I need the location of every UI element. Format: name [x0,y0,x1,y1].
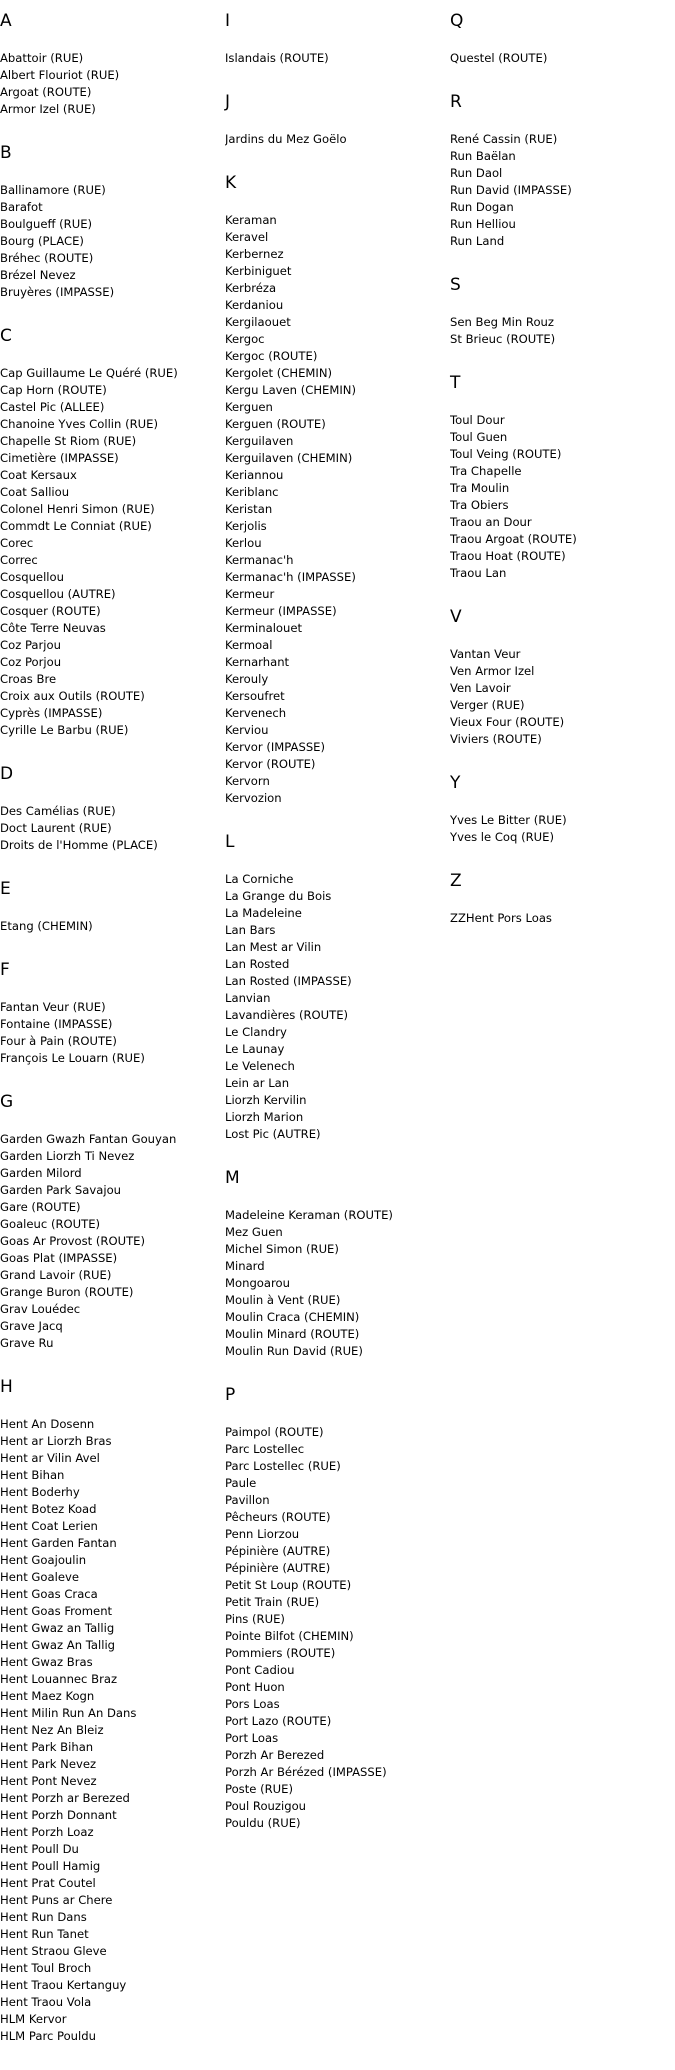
letter-heading: Q [450,11,464,31]
street-item: Croas Bre [0,672,57,686]
street-list [450,910,672,927]
street-item: Porzh Ar Bérézed (IMPASSE) [225,1765,387,1779]
street-item: Hent Goas Froment [0,1604,113,1618]
street-item: Kerbernez [225,247,284,261]
street-item: Lan Bars [225,923,276,937]
letter-heading: H [0,1377,13,1397]
street-item: Pointe Bilfot (CHEMIN) [225,1629,354,1643]
street-item: Cosquellou [0,570,64,584]
letter-group-c [0,326,222,739]
letter-heading: A [0,11,12,31]
street-list [450,646,672,748]
street-item: Kerguen (ROUTE) [225,417,326,431]
street-item: Pont Cadiou [225,1663,295,1677]
street-item: Bréhec (ROUTE) [0,251,94,265]
street-item: Hent Run Tanet [0,1927,89,1941]
street-item: La Madeleine [225,906,302,920]
street-item: Hent Toul Broch [0,1961,92,1975]
street-item: Hent Traou Kertanguy [0,1978,127,1992]
street-item: Hent Garden Fantan [0,1536,117,1550]
street-item: Pommiers (ROUTE) [225,1646,336,1660]
street-item: Cyprès (IMPASSE) [0,706,103,720]
street-item: Kermanac'h [225,553,294,567]
street-item: Hent Coat Lerien [0,1519,98,1533]
street-item: Hent Porzh ar Berezed [0,1791,130,1805]
street-item: Colonel Henri Simon (RUE) [0,502,155,516]
street-item: Vantan Veur [450,647,521,661]
street-list [450,50,672,67]
street-item: Parc Lostellec [225,1442,305,1456]
street-item: Parc Lostellec (RUE) [225,1459,341,1473]
street-item: Kergilaouet [225,315,291,329]
street-list [450,812,672,846]
street-item: François Le Louarn (RUE) [0,1051,145,1065]
street-item: Hent Gwaz an Tallig [0,1621,115,1635]
letter-heading: J [225,92,231,112]
street-item: Verger (RUE) [450,698,525,712]
letter-heading: B [0,143,12,163]
street-item: Mongoarou [225,1276,290,1290]
street-item: Lan Rosted [225,957,290,971]
street-item: Kergolet (CHEMIN) [225,366,333,380]
street-item: Bourg (PLACE) [0,234,84,248]
street-item: Hent Milin Run An Dans [0,1706,137,1720]
street-item: Keraman [225,213,277,227]
index-column [0,0,222,2070]
letter-group-l [225,832,447,1143]
street-item: St Brieuc (ROUTE) [450,332,556,346]
street-item: Keriannou [225,468,284,482]
street-item: HLM Kervor [0,2012,67,2026]
street-item: Hent Traou Vola [0,1995,92,2009]
street-item: Hent Pont Nevez [0,1774,97,1788]
street-item: Grave Ru [0,1336,54,1350]
letter-heading: D [0,764,14,784]
letter-group-b [0,143,222,301]
street-item: Kergu Laven (CHEMIN) [225,383,356,397]
street-item: Kerguilaven (CHEMIN) [225,451,353,465]
street-item: Pêcheurs (ROUTE) [225,1510,331,1524]
index-column [450,0,672,952]
street-item: Hent Goaleve [0,1570,79,1584]
street-item: Lein ar Lan [225,1076,290,1090]
letter-heading: Z [450,871,462,891]
street-item: Coz Parjou [0,638,61,652]
street-item: Garden Gwazh Fantan Gouyan [0,1132,177,1146]
street-item: Liorzh Marion [225,1110,304,1124]
street-item: Traou Lan [450,566,507,580]
street-item: Four à Pain (ROUTE) [0,1034,117,1048]
letter-heading: M [225,1168,240,1188]
letter-heading: P [225,1385,236,1405]
letter-heading: F [0,960,10,980]
street-item: Abattoir (RUE) [0,51,84,65]
street-item: Hent Run Dans [0,1910,87,1924]
street-item: Traou an Dour [450,515,532,529]
letter-group-d [0,764,222,854]
street-list [0,999,222,1067]
letter-heading: G [0,1092,14,1112]
street-item: Hent Bihan [0,1468,65,1482]
letter-group-g [0,1092,222,1352]
street-item: Kermeur [225,587,275,601]
street-item: Grave Jacq [0,1319,63,1333]
street-item: Hent An Dosenn [0,1417,95,1431]
letter-group-m [225,1168,447,1360]
street-item: Gare (ROUTE) [0,1200,81,1214]
street-item: Hent Park Bihan [0,1740,94,1754]
letter-group-j [225,92,447,148]
street-item: Pavillon [225,1493,270,1507]
street-item: Chanoine Yves Collin (RUE) [0,417,158,431]
street-item: Droits de l'Homme (PLACE) [0,838,158,852]
street-item: Le Velenech [225,1059,295,1073]
street-item: Poul Rouzigou [225,1799,307,1813]
street-item: Toul Guen [450,430,508,444]
street-item: Kersoufret [225,689,285,703]
letter-heading: Y [450,773,461,793]
street-item: Kergoc (ROUTE) [225,349,318,363]
street-item: Kervorn [225,774,270,788]
street-list [450,131,672,250]
street-item: Lavandières (ROUTE) [225,1008,349,1022]
street-item: Commdt Le Conniat (RUE) [0,519,152,533]
street-item: Argoat (ROUTE) [0,85,92,99]
street-item: Ven Lavoir [450,681,511,695]
street-item: Hent Porzh Donnant [0,1808,117,1822]
street-item: Hent Gwaz An Tallig [0,1638,116,1652]
street-item: Kerouly [225,672,269,686]
street-item: Garden Park Savajou [0,1183,122,1197]
street-item: Goas Ar Provost (ROUTE) [0,1234,146,1248]
street-list [225,871,447,1143]
street-item: Michel Simon (RUE) [225,1242,339,1256]
street-item: Tra Chapelle [450,464,522,478]
street-item: Kerbréza [225,281,277,295]
street-item: Toul Dour [450,413,505,427]
street-item: Hent Nez An Bleiz [0,1723,104,1737]
street-item: Croix aux Outils (ROUTE) [0,689,145,703]
letter-group-i [225,11,447,67]
street-item: Kermeur (IMPASSE) [225,604,337,618]
street-list [0,1416,222,2045]
street-item: Hent Boderhy [0,1485,80,1499]
street-item: Run David (IMPASSE) [450,183,572,197]
street-item: Hent ar Liorzh Bras [0,1434,112,1448]
street-list [450,412,672,582]
street-item: Kerbiniguet [225,264,292,278]
street-item: Port Loas [225,1731,279,1745]
street-item: Run Helliou [450,217,516,231]
street-item: Cap Horn (ROUTE) [0,383,107,397]
street-item: Port Lazo (ROUTE) [225,1714,332,1728]
street-item: Jardins du Mez Goëlo [225,132,347,146]
street-item: Run Daol [450,166,503,180]
street-item: Madeleine Keraman (ROUTE) [225,1208,393,1222]
street-item: Tra Moulin [450,481,510,495]
street-item: Coz Porjou [0,655,62,669]
street-item: Run Dogan [450,200,514,214]
letter-group-s [450,275,672,348]
street-item: Run Baëlan [450,149,516,163]
letter-group-k [225,173,447,807]
street-item: Grand Lavoir (RUE) [0,1268,112,1282]
street-item: Kervor (IMPASSE) [225,740,326,754]
street-item: Keriblanc [225,485,279,499]
street-item: Minard [225,1259,265,1273]
street-item: Albert Flouriot (RUE) [0,68,120,82]
letter-heading: S [450,275,461,295]
street-item: Bruyères (IMPASSE) [0,285,115,299]
street-item: ZZHent Pors Loas [450,911,552,925]
street-item: Hent Louannec Braz [0,1672,118,1686]
street-item: Liorzh Kervilin [225,1093,307,1107]
street-list [225,1207,447,1360]
street-item: Hent Poull Hamig [0,1859,101,1873]
street-item: Fantan Veur (RUE) [0,1000,106,1014]
street-item: Doct Laurent (RUE) [0,821,112,835]
street-item: Petit Train (RUE) [225,1595,320,1609]
street-item: Coat Kersaux [0,468,77,482]
street-item: Kermanac'h (IMPASSE) [225,570,356,584]
street-item: Etang (CHEMIN) [0,919,93,933]
street-item: HLM Parc Pouldu [0,2029,96,2043]
letter-group-z [450,871,672,927]
street-item: Lan Mest ar Vilin [225,940,322,954]
street-list [0,365,222,739]
street-item: Yves le Coq (RUE) [450,830,554,844]
letter-heading: I [225,11,231,31]
street-item: Grav Louédec [0,1302,81,1316]
street-item: Keristan [225,502,273,516]
street-item: Pors Loas [225,1697,280,1711]
street-item: Petit St Loup (ROUTE) [225,1578,352,1592]
letter-group-v [450,607,672,748]
street-item: Keravel [225,230,269,244]
street-item: Run Land [450,234,505,248]
street-item: Kervor (ROUTE) [225,757,316,771]
letter-heading: L [225,832,235,852]
street-item: Grange Buron (ROUTE) [0,1285,134,1299]
letter-heading: R [450,92,462,112]
letter-group-r [450,92,672,250]
letter-heading: V [450,607,462,627]
street-item: Hent Maez Kogn [0,1689,95,1703]
street-item: Kerminalouet [225,621,303,635]
street-item: Kergoc [225,332,265,346]
letter-heading: K [225,173,237,193]
street-item: Goas Plat (IMPASSE) [0,1251,118,1265]
letter-group-h [0,1377,222,2045]
street-item: Kerdaniou [225,298,284,312]
street-item: Moulin Craca (CHEMIN) [225,1310,360,1324]
street-item: Barafot [0,200,43,214]
street-item: Kervozion [225,791,282,805]
street-item: Hent Poull Du [0,1842,79,1856]
street-item: Pépinière (AUTRE) [225,1561,331,1575]
street-item: Hent Goajoulin [0,1553,87,1567]
street-item: Kerjolis [225,519,267,533]
street-list [0,50,222,118]
street-item: Porzh Ar Berezed [225,1748,325,1762]
street-item: Des Camélias (RUE) [0,804,116,818]
street-item: Garden Liorzh Ti Nevez [0,1149,135,1163]
street-list [450,314,672,348]
street-item: Hent Goas Craca [0,1587,98,1601]
index-column [225,0,447,1857]
street-item: Traou Argoat (ROUTE) [450,532,577,546]
street-item: Hent Porzh Loaz [0,1825,94,1839]
street-item: Garden Milord [0,1166,82,1180]
street-item: Le Clandry [225,1025,287,1039]
street-item: Sen Beg Min Rouz [450,315,554,329]
street-item: Moulin Run David (RUE) [225,1344,363,1358]
letter-heading: E [0,879,11,899]
letter-group-t [450,373,672,582]
street-list [225,212,447,807]
street-item: Lan Rosted (IMPASSE) [225,974,352,988]
street-item: Kerviou [225,723,269,737]
street-item: Fontaine (IMPASSE) [0,1017,113,1031]
street-item: Hent ar Vilin Avel [0,1451,100,1465]
street-list [225,131,447,148]
street-item: Cimetière (IMPASSE) [0,451,119,465]
street-item: Poste (RUE) [225,1782,293,1796]
letter-group-q [450,11,672,67]
letter-heading: T [450,373,461,393]
letter-group-f [0,960,222,1067]
street-item: Lanvian [225,991,271,1005]
street-item: Hent Straou Gleve [0,1944,107,1958]
street-item: Paimpol (ROUTE) [225,1425,324,1439]
street-item: Brézel Nevez [0,268,76,282]
street-list [225,50,447,67]
street-item: La Grange du Bois [225,889,332,903]
letter-group-a [0,11,222,118]
street-item: Kervenech [225,706,287,720]
street-item: Cosquer (ROUTE) [0,604,101,618]
street-item: Moulin Minard (ROUTE) [225,1327,360,1341]
street-item: Hent Botez Koad [0,1502,97,1516]
street-item: Tra Obiers [450,498,509,512]
street-item: Ven Armor Izel [450,664,535,678]
street-item: Moulin à Vent (RUE) [225,1293,341,1307]
letter-heading: C [0,326,12,346]
street-item: Boulgueff (RUE) [0,217,93,231]
street-item: Toul Veing (ROUTE) [450,447,562,461]
street-list [0,803,222,854]
street-item: Mez Guen [225,1225,283,1239]
street-item: Le Launay [225,1042,285,1056]
street-item: Yves Le Bitter (RUE) [450,813,567,827]
street-item: Ballinamore (RUE) [0,183,106,197]
street-item: Lost Pic (AUTRE) [225,1127,321,1141]
street-item: Islandais (ROUTE) [225,51,329,65]
street-item: Pont Huon [225,1680,285,1694]
street-item: Côte Terre Neuvas [0,621,106,635]
street-item: Castel Pic (ALLEE) [0,400,105,414]
street-list [0,1131,222,1352]
street-item: Kerguen [225,400,273,414]
street-list [0,918,222,935]
street-item: Pouldu (RUE) [225,1816,301,1830]
street-item: Goaleuc (ROUTE) [0,1217,101,1231]
letter-group-e [0,879,222,935]
letter-group-y [450,773,672,846]
street-item: Hent Prat Coutel [0,1876,96,1890]
street-item: Penn Liorzou [225,1527,300,1541]
street-item: Hent Gwaz Bras [0,1655,93,1669]
street-item: Kerlou [225,536,262,550]
street-item: Hent Park Nevez [0,1757,97,1771]
street-item: Coat Salliou [0,485,70,499]
street-item: La Corniche [225,872,294,886]
street-item: Pins (RUE) [225,1612,285,1626]
street-item: Vieux Four (ROUTE) [450,715,565,729]
street-item: Cosquellou (AUTRE) [0,587,116,601]
street-item: Armor Izel (RUE) [0,102,96,116]
street-item: Kerguilaven [225,434,294,448]
street-item: Hent Puns ar Chere [0,1893,113,1907]
street-item: Cyrille Le Barbu (RUE) [0,723,129,737]
street-item: Cap Guillaume Le Quéré (RUE) [0,366,178,380]
street-item: Kermoal [225,638,273,652]
street-item: Traou Hoat (ROUTE) [450,549,566,563]
street-item: Chapelle St Riom (RUE) [0,434,137,448]
street-item: Correc [0,553,38,567]
street-item: Questel (ROUTE) [450,51,548,65]
street-list [0,182,222,301]
street-list [225,1424,447,1832]
street-item: Corec [0,536,34,550]
letter-group-p [225,1385,447,1832]
street-item: Viviers (ROUTE) [450,732,542,746]
street-item: René Cassin (RUE) [450,132,558,146]
street-item: Kernarhant [225,655,290,669]
street-item: Paule [225,1476,257,1490]
street-item: Pépinière (AUTRE) [225,1544,331,1558]
